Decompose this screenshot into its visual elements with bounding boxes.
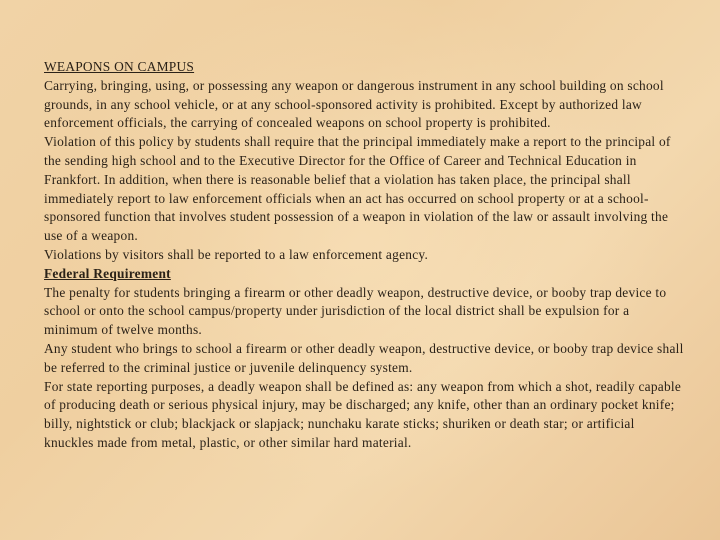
slide-title: WEAPONS ON CAMPUS [44,59,195,74]
federal-requirement-heading: Federal Requirement [44,265,171,281]
policy-paragraph: Violation of this policy by students shall require that the principal immediately make a report to the principal of the sending high school and to the Executive Director for the Office of Career and Technical Education in Frankfort. In addition, when there is reasonable belief that a violation has taken place, the principal shall immediately report to law enforcement officials when an act has occurred on school property or at a school-sponsored function that involves student possession of a weapon in violation of the law or assault involving the use of a weapon. [44,134,671,244]
federal-paragraph: Any student who brings to school a firearm or other deadly weapon, destructive device, or booby trap device shall be referred to the criminal justice or juvenile delinquency system. [44,340,684,375]
slide-body [44,58,684,453]
policy-paragraph: Carrying, bringing, using, or possessing any weapon or dangerous instrument in any school building on school grounds, in any school vehicle, or at any school-sponsored activity is prohibited. Except by authorized law enforcement officials, the carrying of concealed weapons on school property is prohibited. [44,77,664,131]
policy-paragraph: Violations by visitors shall be reported to a law enforcement agency. [44,246,429,262]
federal-paragraph: For state reporting purposes, a deadly weapon shall be defined as: any weapon from which a shot, readily capable of producing death or serious physical injury, may be discharged; any knife, other than an ordinary pocket knife; billy, nightstick or club; blackjack or slapjack; nunchaku karate sticks; shuriken or death star; or artificial knuckles made from metal, plastic, or other similar hard material. [44,378,682,450]
federal-paragraph: The penalty for students bringing a firearm or other deadly weapon, destructive device, or booby trap device to school or onto the school campus/property under jurisdiction of the local district shall be expulsion for a minimum of twelve months. [44,284,667,338]
